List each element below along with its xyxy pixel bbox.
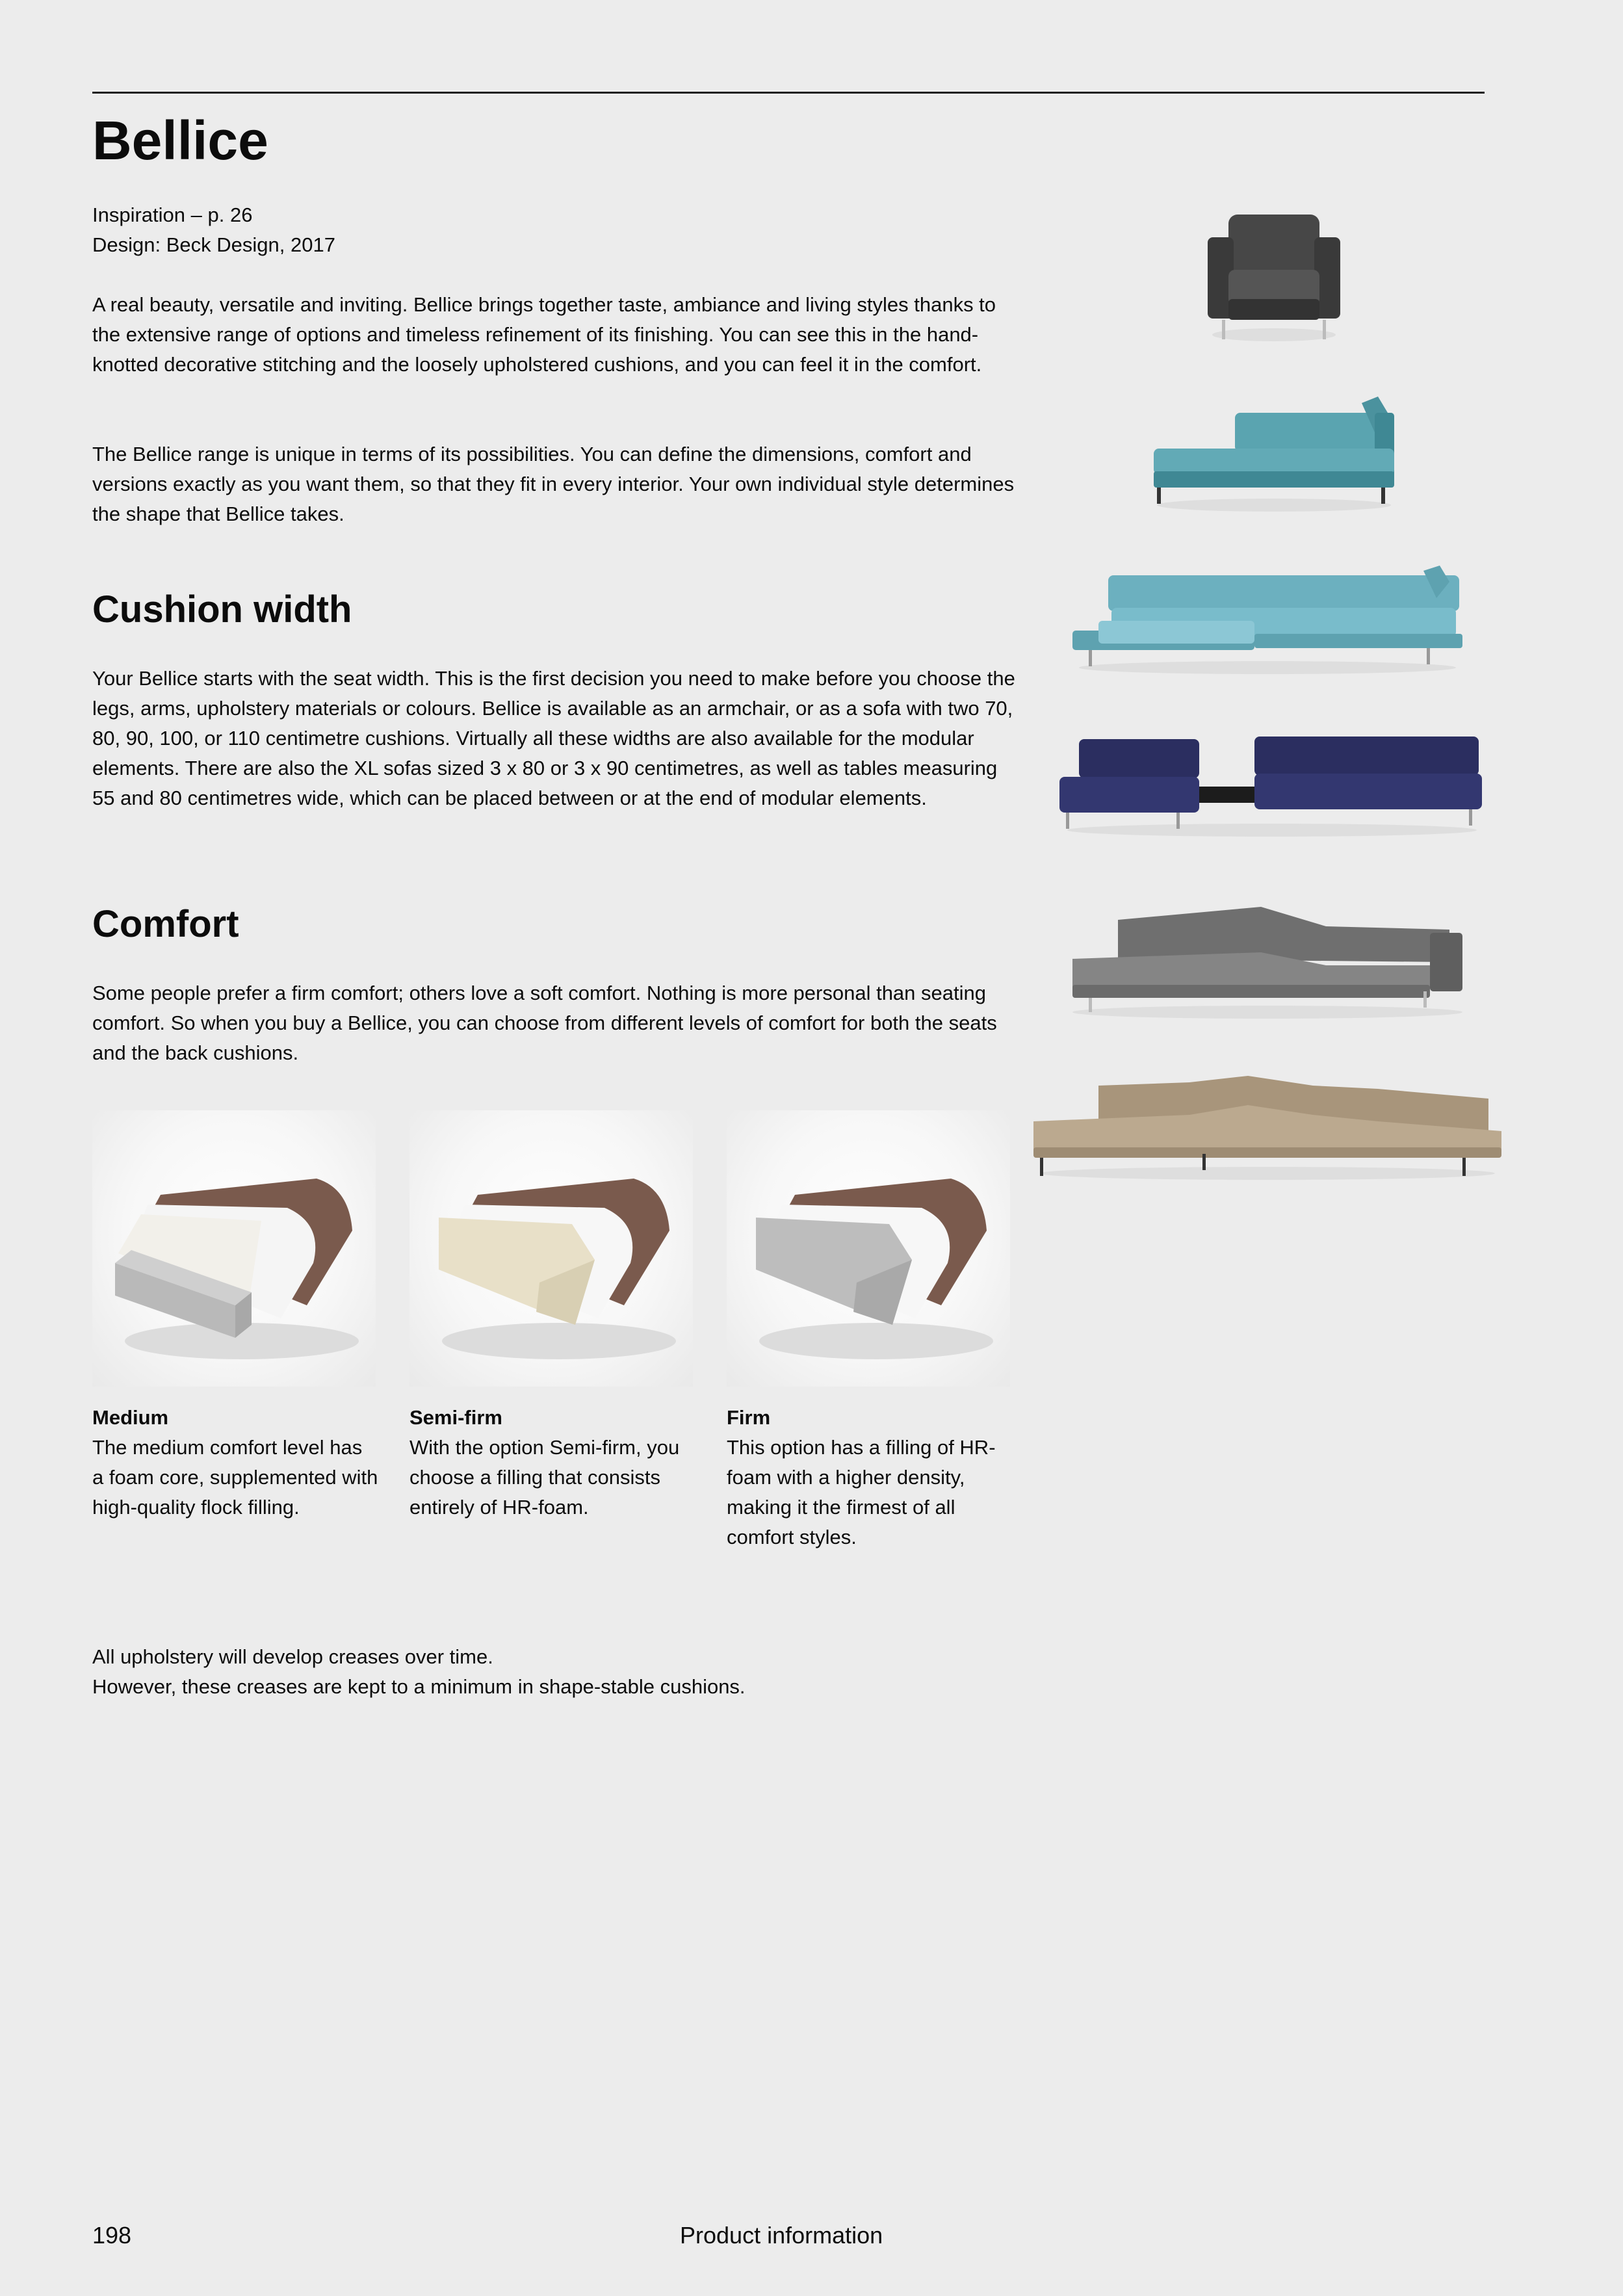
comfort-option-title: Firm (727, 1406, 771, 1429)
intro-paragraph-1: A real beauty, versatile and inviting. Bellice brings together taste, ambiance and living styles thanks to the extensive range of options and timeless refinement of its finishing. You can see this in the hand-knotted decorative stitching and the loosely upholstered cushions, and you can feel it in the comfort. (92, 293, 996, 376)
l-shaped-sofa-image (1066, 900, 1469, 1021)
note-line-1: All upholstery will develop creases over time. (92, 1645, 493, 1668)
chaise-sofa-image (1147, 393, 1401, 514)
cushion-cross-section-icon (409, 1110, 693, 1387)
note-line-2: However, these creases are kept to a minimum in shape-stable cushions. (92, 1675, 746, 1698)
comfort-option-title: Semi-firm (409, 1406, 502, 1429)
modular-sofa-with-table-image (1059, 731, 1485, 839)
comfort-heading: Comfort (92, 903, 239, 945)
comfort-option-firm (727, 1403, 1013, 1552)
inspiration-reference: Inspiration – p. 26 (92, 203, 253, 226)
comfort-option-semi-firm (409, 1403, 695, 1522)
top-rule (92, 92, 1485, 94)
design-credit: Design: Beck Design, 2017 (92, 233, 335, 256)
page-number: 198 (92, 2222, 132, 2249)
comfort-option-title: Medium (92, 1406, 169, 1429)
comfort-option-description: With the option Semi-firm, you choose a filling that consists entirely of HR-foam. (409, 1436, 680, 1519)
u-shaped-sofa-image (1033, 1069, 1508, 1183)
page-title: Bellice (92, 110, 268, 171)
cushion-firm-image (727, 1110, 1010, 1387)
intro-paragraph-2: The Bellice range is unique in terms of its possibilities. You can define the dimensions, comfort and versions exactly as you want them, so that they fit in every interior. Your own individual style determines the shape that Bellice takes. (92, 443, 1015, 525)
armchair-image (1202, 208, 1345, 348)
cushion-width-body: Your Bellice starts with the seat width. This is the first decision you need to make before you choose the legs, arms, upholstery materials or colours. Bellice is available as an armchair, or as a sofa with two 70, 80, 90, 100, or 110 centimetre cushions. Virtually all these widths are also available for the modular elements. There are also the XL sofas sized 3 x 80 or 3 x 90 centimetres, as well as tables measuring 55 and 80 centimetres wide, which can be placed between or at the end of modular elements. (92, 667, 1015, 809)
comfort-option-medium (92, 1403, 378, 1522)
cushion-semi-firm-image (409, 1110, 693, 1387)
comfort-option-description: This option has a filling of HR-foam with a higher density, making it the firmest of all comfort styles. (727, 1436, 996, 1548)
cushion-cross-section-icon (92, 1110, 376, 1387)
corner-sofa-image (1072, 566, 1466, 676)
cushion-medium-image (92, 1110, 376, 1387)
cushion-width-heading: Cushion width (92, 588, 352, 631)
comfort-body: Some people prefer a firm comfort; others love a soft comfort. Nothing is more personal than seating comfort. So when you buy a Bellice, you can choose from different levels of comfort for both the seats and the back cushions. (92, 982, 997, 1064)
upholstery-note (92, 1642, 746, 1702)
comfort-option-description: The medium comfort level has a foam core, supplemented with high-quality flock filling. (92, 1436, 378, 1519)
cushion-cross-section-icon (727, 1110, 1010, 1387)
footer-section-title: Product information (680, 2222, 883, 2249)
product-meta (92, 200, 335, 260)
